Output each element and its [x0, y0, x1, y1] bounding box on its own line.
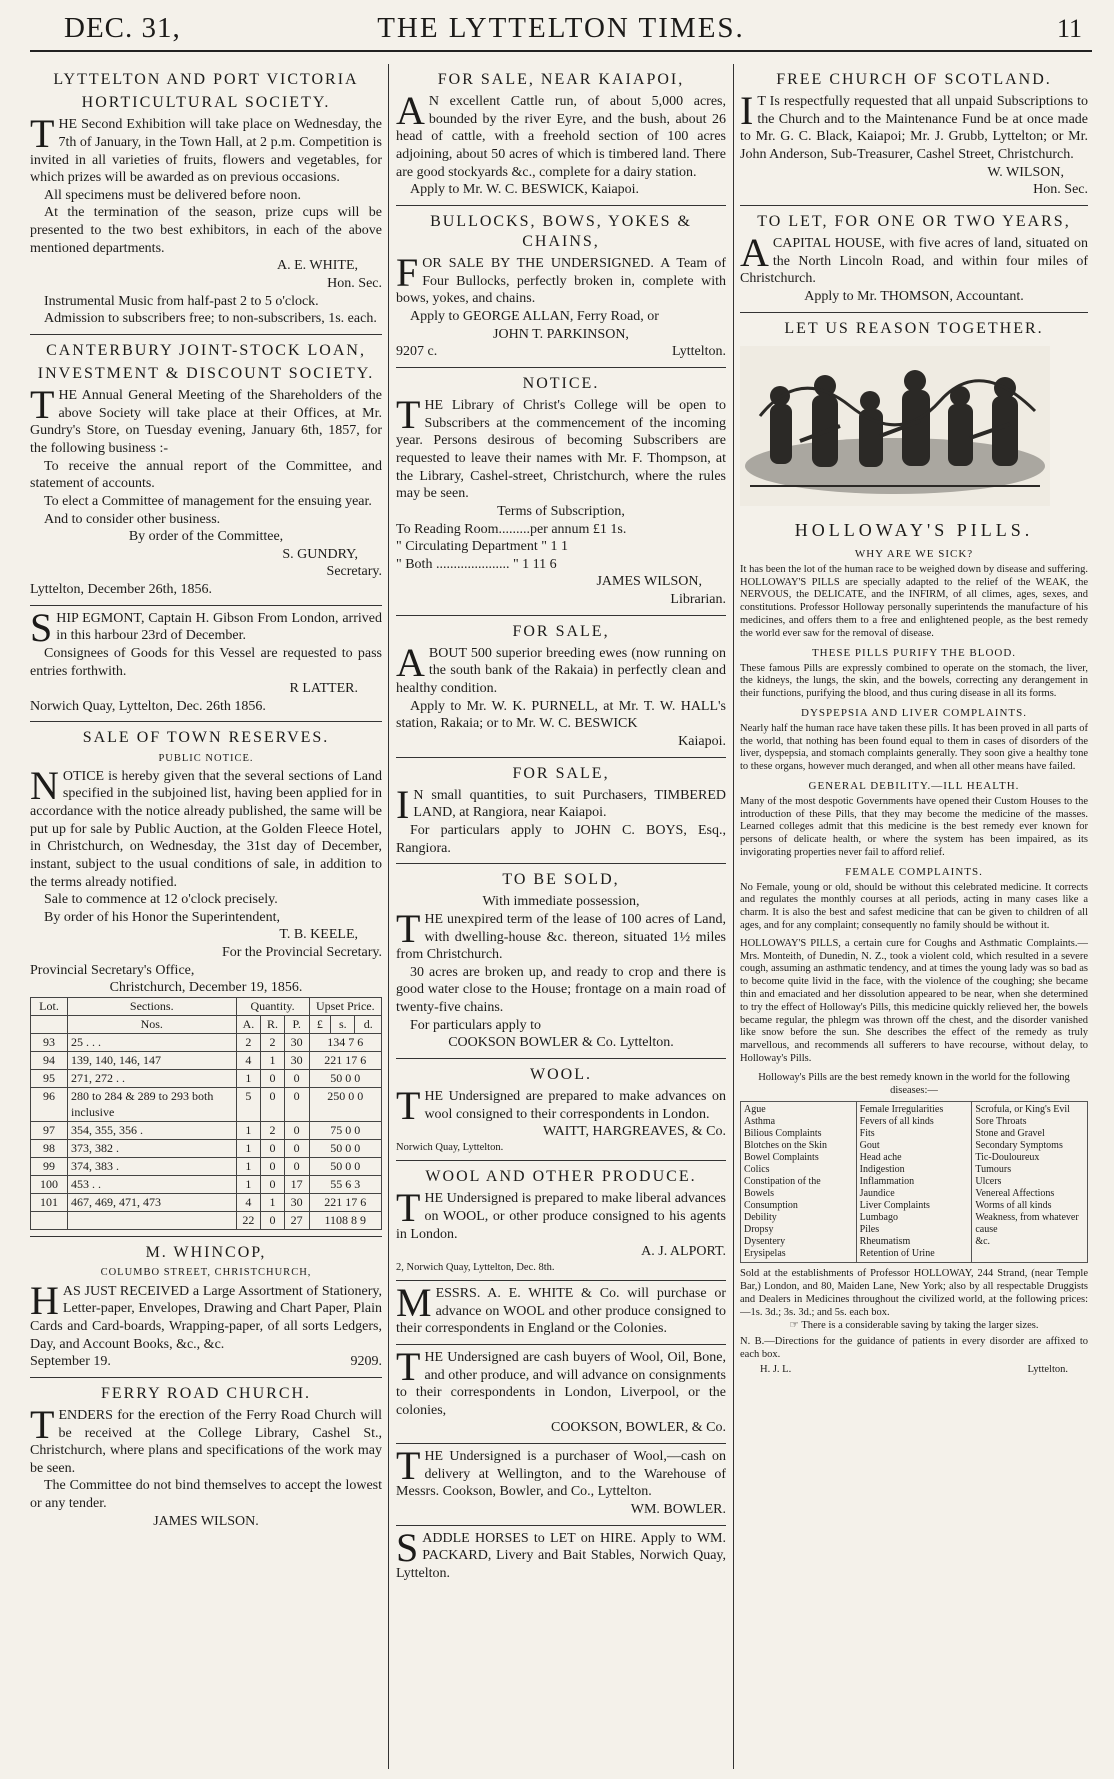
ad-body: IT Is respectfully requested that all unpaid Subscriptions to the Church and to the Maintenance Fund be at once made to Mr. G. C. Black, Kaiapoi; Mr. J. Grubb, Lyttelton; or Mr. John Anderson, Sub-Treasurer, Cashel Street, Christchurch. [740, 88, 1088, 163]
table-cell: 221 17 6 [309, 1052, 381, 1070]
table-cell: 0 [261, 1157, 284, 1175]
table-cell: 50 0 0 [309, 1070, 381, 1088]
table-total-row [31, 1212, 382, 1230]
ad-number: 9209. [350, 1354, 382, 1370]
col-header-lot: Lot. [31, 997, 68, 1015]
disease-item: Jaundice [859, 1188, 895, 1200]
ad-body: 30 acres are broken up, and ready to crop and there is good water close to the House; frontage on a main road of twenty-five chains. [396, 964, 726, 1016]
ad-body: FOR SALE BY THE UNDERSIGNED. A Team of Four Bullocks, perfectly broken in, complete with bows, yokes, and chains. [396, 250, 726, 307]
ad-signature: JOHN T. PARKINSON, [493, 326, 629, 342]
ad-body: To elect a Committee of management for the ensuing year. [44, 493, 372, 509]
table-row [31, 1175, 382, 1193]
table-cell: 453 . . [68, 1175, 237, 1193]
col-header-quantity: Quantity. [236, 997, 309, 1015]
table-cell: 1 [236, 1070, 261, 1088]
ad-number: 9207 c. [396, 344, 438, 360]
ad-body: Consignees of Goods for this Vessel are requested to pass entries forthwith. [30, 645, 382, 679]
ad-body: SADDLE HORSES to LET on HIRE. Apply to WM. PACKARD, Livery and Bait Stables, Norwich Quay, Lyttelton. [396, 1524, 726, 1581]
table-cell: 4 [236, 1052, 261, 1070]
table-cell: 93 [31, 1034, 68, 1052]
ad-body: For particulars apply to JOHN C. BOYS, Esq., Rangiora. [396, 822, 726, 856]
table-row [31, 1121, 382, 1139]
ad-signature: S. GUNDRY, [282, 546, 358, 562]
table-cell: 2 [261, 1121, 284, 1139]
ad-signature-role: Librarian. [670, 592, 726, 607]
ad-body: THE Library of Christ's College will be open to Subscribers at the commencement of the incoming year. Persons desirous of becoming Subscribers are requested to leave their names with Mr. F. Thompson, at the Library, Cashel-street, Christchurch, where the rules may be seen. [396, 392, 726, 502]
table-cell: 280 to 284 & 289 to 293 both inclusive [68, 1088, 237, 1121]
ad-title: TO BE SOLD, [502, 871, 620, 889]
table-cell: s. [331, 1015, 355, 1033]
table-cell: 0 [284, 1121, 309, 1139]
table-cell: 354, 355, 356 . [68, 1121, 237, 1139]
table-cell: 2 [236, 1034, 261, 1052]
total-roods: 0 [261, 1212, 284, 1230]
disease-item: Tumours [975, 1164, 1012, 1176]
ad-body: THE Undersigned is a purchaser of Wool,—cash on delivery at Wellington, and to the Warehouse of Messrs. Cookson, Bowler, and Co., Lyttelton. [396, 1443, 726, 1500]
table-cell: 95 [31, 1070, 68, 1088]
column-rule [733, 64, 734, 1769]
section-heading: GENERAL DEBILITY.—ILL HEALTH. [808, 779, 1020, 792]
ad-signature: WM. BOWLER. [630, 1501, 726, 1517]
table-cell: 1 [236, 1175, 261, 1193]
table-cell: 1 [261, 1052, 284, 1070]
ad-subtitle: Terms of Subscription, [497, 503, 625, 519]
ad-subtitle: COLUMBO STREET, CHRISTCHURCH, [100, 1267, 312, 1279]
table-cell: £ [309, 1015, 331, 1033]
table-cell: 1 [236, 1157, 261, 1175]
ad-signature: COOKSON, BOWLER, & Co. [550, 1420, 726, 1436]
disease-item: Constipation of the Bowels [744, 1176, 821, 1200]
disease-item: Dropsy [744, 1224, 774, 1236]
table-cell: 0 [261, 1139, 284, 1157]
disease-item: Tic-Douloureux [975, 1152, 1040, 1164]
wool-ad [396, 1059, 726, 1161]
disease-item: Fits [859, 1128, 875, 1140]
issue-date: DEC. 31, [64, 12, 181, 44]
table-cell: 55 6 3 [309, 1175, 381, 1193]
disease-item: &c. [975, 1236, 991, 1248]
wool-produce-ad [396, 1161, 726, 1281]
ad-title: LET US REASON TOGETHER. [784, 319, 1044, 337]
table-body [31, 1034, 382, 1212]
page-number: 11 [1056, 14, 1082, 43]
ad-body: Instrumental Music from half-past 2 to 5 o'clock. [44, 293, 319, 309]
table-row [31, 1139, 382, 1157]
ad-title: FERRY ROAD CHURCH. [100, 1384, 312, 1402]
table-row [31, 1070, 382, 1088]
ad-title: HORTICULTURAL SOCIETY. [81, 94, 331, 112]
ad-body: HOLLOWAY'S PILLS, a certain cure for Coughs and Asthmatic Complaints.—Mrs. Monteith, of Dunedin, N. Z., took a violent cold, which resulted in a severe cough, assuming an asthmatic tendency, and at times the young lady was so bad as to become quite livid in the face, with the violence of the coughing; she became thin and emaciated and her dissolution appeared to be near, when she determined to try the effect of Holloway's Pills, this medicine quickly relieved her, the bowels became regular, the phlegm was thrown off the chest, and the disorder vanished like snow before the sun. She describes the effect of the remedy as truly marvellous, and recommends all sufferers to have recourse, without delay, to Holloway's Pills. [740, 937, 1088, 1065]
table-cell: 75 0 0 [309, 1121, 381, 1139]
ad-signature: JAMES WILSON, [596, 574, 702, 590]
disease-item: Venereal Affections [975, 1188, 1055, 1200]
table-row [31, 1052, 382, 1070]
ad-body: ACAPITAL HOUSE, with five acres of land, situated on the North Lincoln Road, and within four miles of Christchurch. [740, 230, 1088, 287]
table-cell: 101 [31, 1194, 68, 1212]
disease-item: Scrofula, or King's Evil [975, 1104, 1070, 1116]
bullocks-ad [396, 206, 726, 368]
disease-item: Fevers of all kinds [859, 1116, 934, 1128]
disease-column [972, 1102, 1087, 1262]
canterbury-ad [30, 335, 382, 606]
saddle-horses-ad [396, 1526, 726, 1589]
ad-body: For particulars apply to [410, 1017, 542, 1033]
table-row [31, 1194, 382, 1212]
table-header-row [31, 997, 382, 1015]
ad-footer [396, 343, 726, 361]
ad-date: Christchurch, December 19, 1856. [109, 980, 303, 996]
table-cell: 0 [284, 1139, 309, 1157]
table-cell: 50 0 0 [309, 1157, 381, 1175]
disease-item: Female Irregularities [859, 1104, 944, 1116]
ad-footer [30, 1353, 382, 1371]
disease-item: Gout [859, 1140, 880, 1152]
newspaper-title: THE LYTTELTON TIMES. [377, 12, 745, 44]
ad-body: At the termination of the season, prize cups will be presented to the two best exhibitors, in each of the above mentioned departments. [30, 205, 382, 256]
disease-item: Ague [744, 1104, 766, 1116]
ad-title: TO LET, FOR ONE OR TWO YEARS, [757, 212, 1071, 230]
ad-office: Provincial Secretary's Office, [30, 962, 195, 978]
table-cell: A. [236, 1015, 261, 1033]
ad-body: AN excellent Cattle run, of about 5,000 acres, bounded by the river Eyre, and the bush, about 26 head of cattle, with a freehold section of 100 acres adjoining, about 50 acres of which is timbered land. There are good stockyards &c., complete for a dairy station. [396, 88, 726, 180]
table-row [31, 1157, 382, 1175]
ad-body: To receive the annual report of the Committee, and statement of accounts. [30, 458, 382, 492]
disease-item: Piles [859, 1224, 880, 1236]
ad-title: SALE OF TOWN RESERVES. [82, 729, 330, 747]
ad-body: THE Undersigned is prepared to make liberal advances on WOOL, or other produce consigned to his agents in London. [396, 1185, 726, 1242]
ad-signature: A. E. WHITE, [277, 258, 358, 274]
free-church-ad [740, 64, 1088, 206]
timber-land-ad [396, 758, 726, 865]
bowler-ad [396, 1444, 726, 1526]
table-cell: 0 [261, 1175, 284, 1193]
section-heading: FEMALE COMPLAINTS. [845, 865, 983, 878]
table-unit-row [31, 1015, 382, 1033]
disease-item: Consumption [744, 1200, 798, 1212]
horticultural-ad [30, 64, 382, 335]
table-row [31, 1034, 382, 1052]
ad-body: Many of the most despotic Governments have opened their Custom Houses to the introduction of these Pills, that they may become the medicine of the masses. Learned colleges admit that this medicine is the best remedy ever known for persons of delicate health, or where the system has been impaired, as its invigorating properties never fail to afford relief. [740, 795, 1088, 858]
disease-list-heading: Holloway's Pills are the best remedy known in the world for the following diseases:— [758, 1071, 1070, 1096]
ad-body: THE Annual General Meeting of the Shareholders of the above Society will take place at their Offices, at Mr. Gundry's Store, on Tuesday evening, January 6th, 1857, for the following business :- [30, 382, 382, 456]
ad-body: Nearly half the human race have taken these pills. It has been proved in all parts of the world, that nothing has been found equal to them in cases of disorders of the liver, dyspepsia, and stomach complaints generally. They soon give a healthy tone to these organs, however much deranged, and when all other means have failed. [740, 722, 1088, 773]
disease-item: Inflammation [859, 1176, 915, 1188]
ad-title: M. WHINCOP, [145, 1244, 267, 1262]
ad-body: These famous Pills are expressly combined to operate on the stomach, the liver, the kidneys, the lungs, the skin, and the bowels, correcting any derangement in their functions, purifying the blood, and thus curing disease in all its forms. [740, 662, 1088, 700]
ad-subtitle: With immediate possession, [482, 894, 640, 910]
ad-body: No Female, young or old, should be without this celebrated medicine. It corrects and regulates the monthly courses at all periods, acting in many cases like a charm. It is also the best and safest medicine that can be given to children of all ages, and for any complaint; consequently no family should be without it. [740, 881, 1088, 932]
ad-signature: W. WILSON, [987, 164, 1064, 180]
ad-signature: JAMES WILSON. [153, 1513, 259, 1529]
table-cell: 0 [284, 1088, 309, 1121]
disease-item: Blotches on the Skin [744, 1140, 828, 1152]
ad-title: BULLOCKS, BOWS, YOKES & CHAINS, [430, 212, 692, 251]
kaiapoi-ad [396, 64, 726, 206]
ad-title: LYTTELTON AND PORT VICTORIA [53, 71, 359, 88]
town-reserves-ad [30, 722, 382, 1237]
ad-body: IN small quantities, to suit Purchasers, TIMBERED LAND, at Rangiora, near Kaiapoi. [396, 781, 726, 827]
ad-body: Apply to GEORGE ALLAN, Ferry Road, or [410, 309, 659, 325]
lease-ad [396, 864, 726, 1059]
total-price: 1108 8 9 [309, 1212, 381, 1230]
ad-date: Norwich Quay, Lyttelton, Dec. 26th 1856. [30, 698, 266, 714]
table-cell: 1 [236, 1139, 261, 1157]
holloway-title: HOLLOWAY'S PILLS. [794, 520, 1034, 541]
ad-signature: R LATTER. [289, 681, 358, 697]
table-cell: 374, 383 . [68, 1157, 237, 1175]
table-cell: 100 [31, 1175, 68, 1193]
table-cell: 250 0 0 [309, 1088, 381, 1121]
ferry-road-ad [30, 1378, 382, 1537]
disease-item: Bowel Complaints [744, 1152, 819, 1164]
ad-body: THE unexpired term of the lease of 100 acres of Land, with dwelling-house &c. thereon, situated 1½ miles from Christchurch. [396, 905, 726, 963]
disease-item: Sore Throats [975, 1116, 1027, 1128]
table-cell [31, 1015, 68, 1033]
table-cell: 0 [284, 1070, 309, 1088]
disease-table [740, 1101, 1088, 1263]
ad-date: Lyttelton, December 26th, 1856. [30, 582, 212, 597]
ad-body: The Committee do not bind themselves to accept the lowest or any tender. [30, 1478, 382, 1512]
ad-signature-role: For the Provincial Secretary. [221, 945, 382, 960]
ad-body: THE Second Exhibition will take place on Wednesday, the 7th of January, in the Town Hall, at 2 p.m. Competition is invited in all varieties of fruits, flowers and vegetables, for which prizes will be awarded as on previous occasions. [30, 111, 382, 186]
ad-signature-role: Hon. Sec. [327, 275, 382, 291]
table-cell: 17 [284, 1175, 309, 1193]
ad-signature: COOKSON BOWLER & Co. Lyttelton. [448, 1035, 674, 1051]
disease-item: Head ache [859, 1152, 902, 1164]
table-cell: 5 [236, 1088, 261, 1121]
disease-item: Dysentery [744, 1236, 786, 1248]
subscription-term: " Both ..................... " 1 11 6 [396, 556, 557, 572]
table-cell: 373, 382 . [68, 1139, 237, 1157]
ad-body: It has been the lot of the human race to be weighed down by disease and suffering. HOLLOWAY'S PILLS are specially adapted to the relief of the WEAK, the NERVOUS, the DELICATE, and the INFIRM, of all climes, ages, sexes, and constitutions. Professor Holloway personally superintends the manufacture of his medicines, and offers them to a free and enlightened people, as the best remedy the world ever saw for the removal of disease. [740, 563, 1088, 639]
table-cell [68, 1212, 237, 1230]
whincop-ad [30, 1237, 382, 1378]
table-cell: 0 [261, 1070, 284, 1088]
ad-body: TENDERS for the erection of the Ferry Road Church will be received at the College Library, Cashel St., Christchurch, where plans and specifications of the work may be seen. [30, 1401, 382, 1476]
disease-column [741, 1102, 857, 1262]
ad-subtitle: PUBLIC NOTICE. [158, 752, 254, 764]
table-cell: 96 [31, 1088, 68, 1121]
table-cell: 97 [31, 1121, 68, 1139]
disease-item: Rheumatism [859, 1236, 911, 1248]
disease-item: Weakness, from whatever cause [975, 1212, 1079, 1236]
table-cell: P. [284, 1015, 309, 1033]
table-cell: 98 [31, 1139, 68, 1157]
ad-body: THE Undersigned are cash buyers of Wool, Oil, Bone, and other produce, and will advance on consignments to their correspondents in London, Liverpool, or the colonies, [396, 1343, 726, 1418]
disease-item: Stone and Gravel [975, 1128, 1045, 1140]
library-notice-ad [396, 368, 726, 616]
ewes-ad [396, 616, 726, 758]
engraving-illustration [740, 346, 1050, 506]
section-heading: DYSPEPSIA AND LIVER COMPLAINTS. [801, 706, 1027, 719]
cash-buyers-ad [396, 1345, 726, 1444]
table-cell: d. [355, 1015, 382, 1033]
disease-item: Colics [744, 1164, 770, 1176]
ad-date: September 19. [30, 1354, 111, 1370]
ad-signature: WAITT, HARGREAVES, & Co. [542, 1124, 726, 1140]
ad-signature: T. B. KEELE, [279, 927, 358, 943]
ad-place: Norwich Quay, Lyttelton. [396, 1142, 504, 1153]
col-header-upset: Upset Price. [309, 997, 381, 1015]
total-perches: 27 [284, 1212, 309, 1230]
column-1 [30, 64, 382, 1769]
section-heading: THESE PILLS PURIFY THE BLOOD. [811, 646, 1017, 659]
column-2 [396, 64, 726, 1769]
ad-body: Admission to subscribers free; to non-subscribers, 1s. each. [44, 311, 377, 327]
subscription-term: " Circulating Department " 1 1 [396, 539, 568, 555]
table-cell [31, 1212, 68, 1230]
disease-item: Lumbago [859, 1212, 898, 1224]
ad-body: N. B.—Directions for the guidance of patients in every disorder are affixed to each box. [740, 1336, 1088, 1361]
table-cell: Nos. [68, 1015, 237, 1033]
table-cell: 271, 272 . . [68, 1070, 237, 1088]
ad-body: MESSRS. A. E. WHITE & Co. will purchase or advance on WOOL and other produce consigned to their correspondents in England or the Colonies. [396, 1280, 726, 1337]
ad-footer [740, 1362, 1088, 1379]
ad-place: Kaiapoi. [678, 733, 726, 749]
ad-place: 2, Norwich Quay, Lyttelton, Dec. 8th. [396, 1261, 555, 1273]
subscription-term: To Reading Room.........per annum £1 1s. [396, 521, 627, 537]
table-cell: 134 7 6 [309, 1034, 381, 1052]
table-cell: 1 [261, 1194, 284, 1212]
ad-title: NOTICE. [522, 374, 600, 392]
ad-body: Apply to Mr. W. K. PURNELL, at Mr. T. W. HALL's station, Rakaia; or to Mr. W. C. BESWICK [396, 698, 726, 732]
holloway-ad [740, 313, 1088, 1385]
ad-signature-role: Hon. Sec. [1033, 182, 1088, 198]
table-cell: 0 [284, 1157, 309, 1175]
ad-body: THE Undersigned are prepared to make advances on wool consigned to their correspondents in London. [396, 1083, 726, 1129]
ad-title: FOR SALE, [512, 764, 610, 782]
ad-title: CANTERBURY JOINT-STOCK LOAN, [46, 341, 366, 359]
section-heading: WHY ARE WE SICK? [854, 548, 974, 561]
table-cell: 30 [284, 1052, 309, 1070]
ad-title: FOR SALE, [512, 622, 610, 640]
page-header [30, 10, 1092, 52]
table-cell: 30 [284, 1034, 309, 1052]
disease-item: Retention of Urine [859, 1248, 935, 1260]
ad-place: Lyttelton. [671, 344, 726, 360]
ad-place: Lyttelton. [1027, 1363, 1068, 1375]
column-rule [388, 64, 389, 1769]
ad-body: Sale to commence at 12 o'clock precisely. [44, 892, 278, 908]
to-let-ad [740, 206, 1088, 313]
total-acres: 22 [236, 1212, 261, 1230]
disease-item: Liver Complaints [859, 1200, 930, 1212]
table-cell: 139, 140, 146, 147 [68, 1052, 237, 1070]
disease-column [857, 1102, 973, 1262]
ad-body: ABOUT 500 superior breeding ewes (now running on the south bank of the Rakaia) in perfectly clean and healthy condition. [396, 639, 726, 697]
disease-item: Worms of all kinds [975, 1200, 1052, 1212]
ad-note: ☞ There is a considerable saving by taking the larger sizes. [789, 1319, 1039, 1331]
ad-title: FREE CHURCH OF SCOTLAND. [776, 71, 1052, 88]
table-row [31, 1088, 382, 1121]
white-ad [396, 1281, 726, 1345]
table-cell: R. [261, 1015, 284, 1033]
sections-table [30, 997, 382, 1230]
ad-body: Sold at the establishments of Professor HOLLOWAY, 244 Strand, (near Temple Bar,) London, and 80, Maiden Lane, New York; also by all respectable Druggists and Dealers in Medicines throughout the civilized world, at the following prices:—1s. 3d.; 3s. 3d.; and 5s. each box. [740, 1268, 1088, 1318]
table-cell: 221 17 6 [309, 1194, 381, 1212]
ad-body: SHIP EGMONT, Captain H. Gibson From London, arrived in this harbour 23rd of December. [30, 604, 382, 650]
table-cell: 1 [236, 1121, 261, 1139]
ad-body: By order of the Committee, [128, 529, 284, 545]
table-cell: 25 . . . [68, 1034, 237, 1052]
table-cell: 2 [261, 1034, 284, 1052]
ad-signature: A. J. ALPORT. [641, 1244, 726, 1260]
table-cell: 467, 469, 471, 473 [68, 1194, 237, 1212]
table-cell: 50 0 0 [309, 1139, 381, 1157]
ad-body: All specimens must be delivered before noon. [44, 187, 301, 203]
ad-body: Apply to Mr. W. C. BESWICK, Kaiapoi. [410, 182, 640, 198]
egmont-ad [30, 606, 382, 723]
table-cell: 94 [31, 1052, 68, 1070]
ad-title: WOOL AND OTHER PRODUCE. [425, 1168, 697, 1186]
table-cell: 4 [236, 1194, 261, 1212]
ad-body: Apply to Mr. THOMSON, Accountant. [804, 288, 1024, 304]
disease-item: Bilious Complaints [744, 1128, 822, 1140]
table-cell: 30 [284, 1194, 309, 1212]
ad-body: And to consider other business. [44, 511, 221, 527]
ad-signature: H. J. L. [760, 1363, 792, 1375]
ad-body: NOTICE is hereby given that the several sections of Land specified in the subjoined list, having been applied for in accordance with the notice already published, the same will be put up for sale by Public Auction, at the Golden Fleece Hotel, in Christchurch, on Wednesday, the 31st day of December, instant, subject to the usual conditions of sale, in addition to the terms already notified. [30, 762, 382, 890]
table-cell: 0 [261, 1088, 284, 1121]
column-3 [740, 64, 1088, 1769]
disease-item: Indigestion [859, 1164, 905, 1176]
disease-item: Secondary Symptoms [975, 1140, 1063, 1152]
ad-signature-role: Secretary. [326, 564, 382, 580]
disease-item: Debility [744, 1212, 777, 1224]
disease-item: Asthma [744, 1116, 776, 1128]
disease-item: Erysipelas [744, 1248, 786, 1260]
disease-item: Ulcers [975, 1176, 1002, 1188]
col-header-sections: Sections. [68, 997, 237, 1015]
ad-title: FOR SALE, NEAR KAIAPOI, [437, 71, 685, 88]
table-cell: 99 [31, 1157, 68, 1175]
ad-body: By order of his Honor the Superintendent, [44, 909, 281, 925]
ad-title: WOOL. [530, 1065, 592, 1083]
ad-body: HAS JUST RECEIVED a Large Assortment of Stationery, Letter-paper, Envelopes, Drawing and Chart Paper, Plain Cards and Card-boards, Wrapping-paper, of all sorts Ledgers, Day, and Account Books, &c., &c. [30, 1277, 382, 1352]
ad-title: INVESTMENT & DISCOUNT SOCIETY. [37, 364, 375, 382]
